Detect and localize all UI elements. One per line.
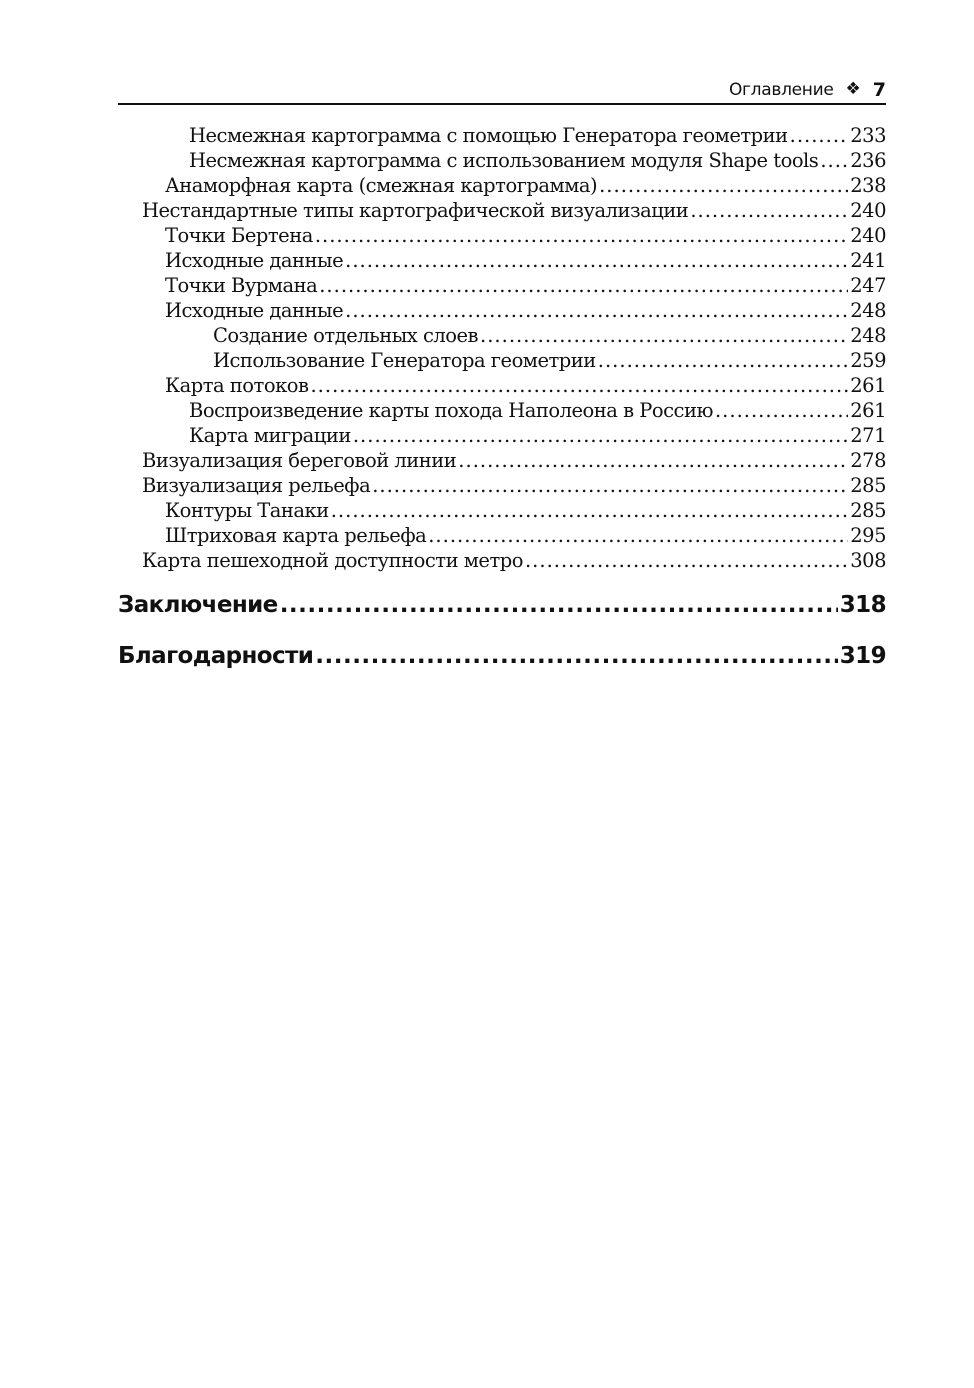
toc-leader-dots [599,173,848,198]
toc-entry-title: Карта миграции [189,424,351,447]
toc-leader-dots [345,298,848,323]
toc-leader-dots [319,273,848,298]
toc-entry-title: Штриховая карта рельефа [165,524,427,547]
toc-entry-page: 308 [850,549,886,572]
toc-leader-dots [790,123,849,148]
toc-entry-page: 236 [850,149,886,172]
toc-leader-dots [310,373,848,398]
toc-leader-dots [480,323,848,348]
toc-entry-title: Карта пешеходной доступности метро [142,549,523,572]
toc-leader-dots [458,448,848,473]
toc-entry-page: 240 [850,199,886,222]
toc-leader-dots [345,248,848,273]
page-number: 7 [872,78,886,101]
toc-chapter-acknowledgements[interactable] [118,641,886,671]
toc-entry[interactable] [118,498,886,523]
toc-leader-dots [280,590,838,620]
toc-entry-page: 247 [850,274,886,297]
toc-leader-dots [690,198,848,223]
toc-entry-title: Визуализация рельефа [142,474,371,497]
table-of-contents [118,123,886,671]
toc-chapter-page: 318 [839,592,886,618]
section-name: Оглавление [728,79,834,100]
toc-entry[interactable] [118,398,886,423]
toc-leader-dots [715,398,848,423]
toc-leader-dots [525,548,848,573]
toc-entry-title: Исходные данные [165,249,344,272]
toc-entry-title: Контуры Танаки [165,499,329,522]
toc-entry-title: Исходные данные [165,299,344,322]
toc-entry-title: Точки Вурмана [165,274,318,297]
toc-entry[interactable] [118,473,886,498]
ornament-icon: ❖ [845,79,861,99]
toc-entry-title: Нестандартные типы картографической визуализации [142,199,689,222]
toc-entry-page: 238 [850,174,886,197]
toc-entry-page: 248 [850,299,886,322]
toc-entry-page: 261 [850,374,886,397]
toc-entry[interactable] [118,448,886,473]
toc-leader-dots [331,498,849,523]
toc-entry[interactable] [118,323,886,348]
toc-entry-title: Воспроизведение карты похода Наполеона в Россию [189,399,713,422]
toc-entry[interactable] [118,298,886,323]
toc-entry-title: Использование Генератора геометрии [213,349,596,372]
toc-entry-page: 233 [850,124,886,147]
toc-entry-title: Анаморфная карта (смежная картограмма) [165,174,598,197]
toc-chapter-title: Заключение [118,592,278,618]
toc-entry-title: Создание отдельных слоев [213,324,479,347]
toc-leader-dots [353,423,848,448]
toc-chapter-conclusion[interactable] [118,590,886,620]
toc-chapter-page: 319 [839,643,886,669]
toc-entry[interactable] [118,548,886,573]
toc-entry-page: 259 [850,349,886,372]
toc-entry[interactable] [118,523,886,548]
toc-entry[interactable] [118,248,886,273]
toc-leader-dots [428,523,848,548]
running-header [118,76,886,105]
toc-entry-page: 240 [850,224,886,247]
toc-entry[interactable] [118,273,886,298]
toc-entry-page: 295 [850,524,886,547]
toc-leader-dots [372,473,848,498]
toc-entry-title: Точки Бертена [165,224,313,247]
toc-entry-page: 248 [850,324,886,347]
toc-entry-title: Визуализация береговой линии [142,449,457,472]
toc-entry[interactable] [118,123,886,148]
toc-entry-page: 261 [850,399,886,422]
toc-entry[interactable] [118,148,886,173]
toc-entry-page: 278 [850,449,886,472]
toc-leader-dots [315,223,848,248]
toc-entry[interactable] [118,423,886,448]
toc-entry-title: Карта потоков [165,374,309,397]
toc-entry[interactable] [118,173,886,198]
toc-leader-dots [315,641,838,671]
toc-entry-page: 271 [850,424,886,447]
toc-entry[interactable] [118,198,886,223]
toc-entry-title: Несмежная картограмма с использованием модуля Shape tools [189,149,819,172]
toc-entry[interactable] [118,373,886,398]
toc-entry-page: 241 [850,249,886,272]
toc-entry-title: Несмежная картограмма с помощью Генератора геометрии [189,124,788,147]
toc-entry-page: 285 [850,499,886,522]
toc-entry-page: 285 [850,474,886,497]
toc-entry[interactable] [118,223,886,248]
toc-chapter-title: Благодарности [118,643,314,669]
toc-entry[interactable] [118,348,886,373]
toc-leader-dots [820,148,848,173]
toc-leader-dots [598,348,848,373]
